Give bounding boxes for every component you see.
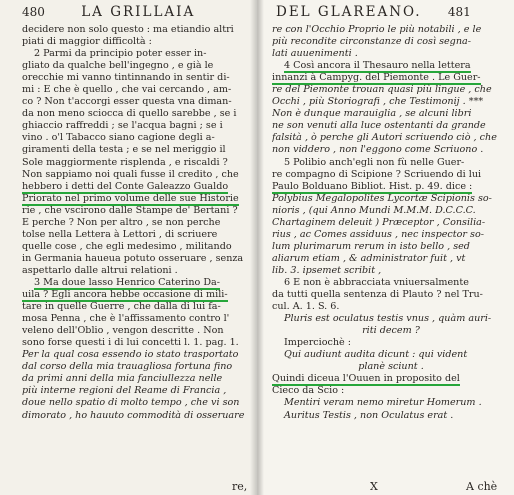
text-line: da non meno sciocca di quello sarebbe , se i bbox=[22, 108, 237, 120]
text-line: falsità , ò perche gli Autori scriuendo ciò , che bbox=[272, 132, 497, 144]
signature-mark: X bbox=[370, 480, 378, 493]
text-line: Non è dunque marauiglia , se alcuni libri bbox=[272, 108, 472, 120]
left-text-column bbox=[22, 24, 252, 422]
text-line: nioris , (qui Anno Mundi M.M.M. D.C.C.C. bbox=[272, 204, 476, 216]
text-line bbox=[22, 181, 252, 193]
text-line: vino . o'l Tabacco siano cagione degli a- bbox=[22, 132, 215, 144]
text-line bbox=[22, 193, 252, 205]
left-page bbox=[0, 0, 256, 495]
text-line: tolse nella Lettera à Lettori , di scriuere bbox=[22, 228, 218, 240]
text-line bbox=[272, 60, 510, 72]
highlighted-text-uila: uila ? Egli ancora hebbe occasione di mili- bbox=[22, 289, 228, 301]
text-line: non viddero , non l'eggono come Scriuono . bbox=[272, 144, 484, 156]
text-line: re del Piemonte trouan quasi più lingue , che bbox=[272, 84, 492, 96]
left-running-head bbox=[22, 4, 195, 20]
text-line: cul. A. 1. S. 6. bbox=[272, 301, 340, 313]
text-line: aliarum etiam , & administrator fuit , vt bbox=[272, 252, 466, 264]
right-running-head bbox=[276, 4, 471, 20]
book-gutter bbox=[250, 0, 264, 495]
text-line: Chartaginem deleuit ) Præceptor , Consilia- bbox=[272, 216, 486, 228]
right-text-column bbox=[272, 24, 510, 422]
text-line: orecchie mi vanno tintinnando in sentir di- bbox=[22, 72, 230, 84]
highlighted-text-piemonte: innanzi à Campyg. del Piemonte . Le Guer- bbox=[272, 72, 481, 84]
text-line: giramenti della testa ; e se nel meriggio il bbox=[22, 144, 226, 156]
left-catchword: re, bbox=[232, 480, 248, 493]
text-line: mosa Penna , che è l'affissamento contro l' bbox=[22, 313, 230, 325]
text-line: Imperciochè : bbox=[284, 337, 352, 349]
text-line: da tutti quella sentenza di Plauto ? nel Tru- bbox=[272, 289, 483, 301]
highlighted-text-bolduano: Paulo Bolduano Bibliot. Hist. p. 49. dice : bbox=[272, 180, 473, 192]
text-line: ne son venuti alla luce ostentanti da grande bbox=[272, 120, 486, 132]
text-line: più interne regioni del Reame di Francia , bbox=[22, 385, 227, 397]
text-line: piati di maggior difficoltà : bbox=[22, 36, 152, 48]
text-line: Cieco da Scio : bbox=[272, 385, 345, 397]
text-line: sono forse questi i di lui concetti l. 1. pag. 1. bbox=[22, 337, 239, 349]
text-line: da primi anni della mia fanciullezza nelle bbox=[22, 373, 223, 385]
text-line: tare in quelle Guerre , che dalla di lui fa- bbox=[22, 301, 221, 313]
text-line: più recondite circonstanze di così segna- bbox=[272, 36, 471, 48]
highlighted-text-priorato: Priorato nel primo volume delle sue Historie bbox=[22, 192, 239, 204]
text-line: Non sappiamo noi quali fusse il credito , che bbox=[22, 168, 239, 180]
text-line: Auritus Testis , non Oculatus erat . bbox=[284, 409, 454, 421]
text-line: mi : E che è quello , che vai cercando , am- bbox=[22, 84, 232, 96]
highlighted-text-thesauro: 4 Così ancora il Thesauro nella lettera bbox=[284, 60, 471, 72]
right-page-title: DEL GLAREANO. bbox=[276, 4, 422, 20]
highlighted-text-ouuen: Quindi diceua l'Ouuen in proposito del bbox=[272, 373, 460, 385]
text-line: veleno dell'Oblio , vengon descritte . Non bbox=[22, 325, 224, 337]
left-page-title: LA GRILLAIA bbox=[81, 4, 196, 20]
text-line: planè sciunt . bbox=[358, 361, 424, 373]
text-line bbox=[272, 72, 510, 84]
text-line: rie , che vscirono dalle Stampe de' Bertani ? bbox=[22, 204, 238, 216]
text-line: gliato da qualche bell'ingegno , e già le bbox=[22, 60, 214, 72]
highlighted-text-davila: 3 Ma doue lasso Henrico Caterino Da- bbox=[34, 276, 221, 288]
text-line: Occhi , più Storiografi , che Testimonij . *** bbox=[272, 96, 484, 108]
text-line: doue nello spatio di molto tempo , che vi son bbox=[22, 397, 240, 409]
text-line: 5 Polibio anch'egli non fù nelle Guer- bbox=[284, 156, 465, 168]
text-line: Polybius Megalopolites Lycortæ Scipionis so- bbox=[272, 192, 492, 204]
text-line: re con l'Occhio Proprio le più notabili , e le bbox=[272, 24, 482, 35]
text-line: Mentiri veram nemo miretur Homerum . bbox=[284, 397, 482, 409]
text-line bbox=[22, 277, 252, 289]
text-line: aspettarlo dalle altrui relationi . bbox=[22, 264, 178, 276]
text-line bbox=[22, 289, 252, 301]
text-line: Qui audiunt audita dicunt : qui vident bbox=[284, 349, 468, 361]
text-line: lum plurimarum rerum in isto bello , sed bbox=[272, 240, 470, 252]
text-line: E perche ? Non per altro , se non perche bbox=[22, 216, 221, 228]
text-line: in Germania haueua potuto osseruare , senza bbox=[22, 252, 244, 264]
text-line: dimorato , ho hauuto commodità di osseruare bbox=[22, 409, 245, 421]
left-page-number: 480 bbox=[22, 5, 45, 19]
text-line: Sole maggiormente risplenda , e riscaldi ? bbox=[22, 156, 228, 168]
text-line: ghiaccio raffreddi ; se l'acqua bagni ; se i bbox=[22, 120, 223, 132]
text-line: co ? Non t'accorgi esser questa vna diman- bbox=[22, 96, 232, 108]
right-page-number: 481 bbox=[447, 5, 471, 19]
text-line: quelle cose , che egli medesimo , militando bbox=[22, 240, 232, 252]
text-line bbox=[272, 181, 510, 193]
text-line: dal corso della mia trauagliosa fortuna fino bbox=[22, 361, 233, 373]
text-line: re compagno di Scipione ? Scriuendo di lui bbox=[272, 168, 482, 180]
text-line: Per la qual cosa essendo io stato trasportato bbox=[22, 349, 239, 361]
text-line: lib. 3. ipsemet scribit , bbox=[272, 264, 382, 276]
right-page bbox=[256, 0, 514, 495]
right-catchword: A chè bbox=[466, 480, 498, 493]
text-line: Pluris est oculatus testis vnus , quàm auri- bbox=[284, 313, 492, 325]
text-line: 2 Parmi da principio poter esser in- bbox=[34, 48, 207, 60]
text-line: riti decem ? bbox=[362, 325, 420, 337]
text-line: rius , ac Comes assiduus , nec inspector so- bbox=[272, 228, 484, 240]
text-line bbox=[272, 373, 510, 385]
highlighted-text-galeazzo: hebbero i detti del Conte Galeazzo Gualdo bbox=[22, 180, 229, 192]
text-line: 6 E non è abbracciata vniuersalmente bbox=[284, 276, 469, 288]
text-line: decidere non solo questo : ma etiandio altri bbox=[22, 24, 234, 35]
text-line: lati auuenimenti . bbox=[272, 48, 358, 60]
